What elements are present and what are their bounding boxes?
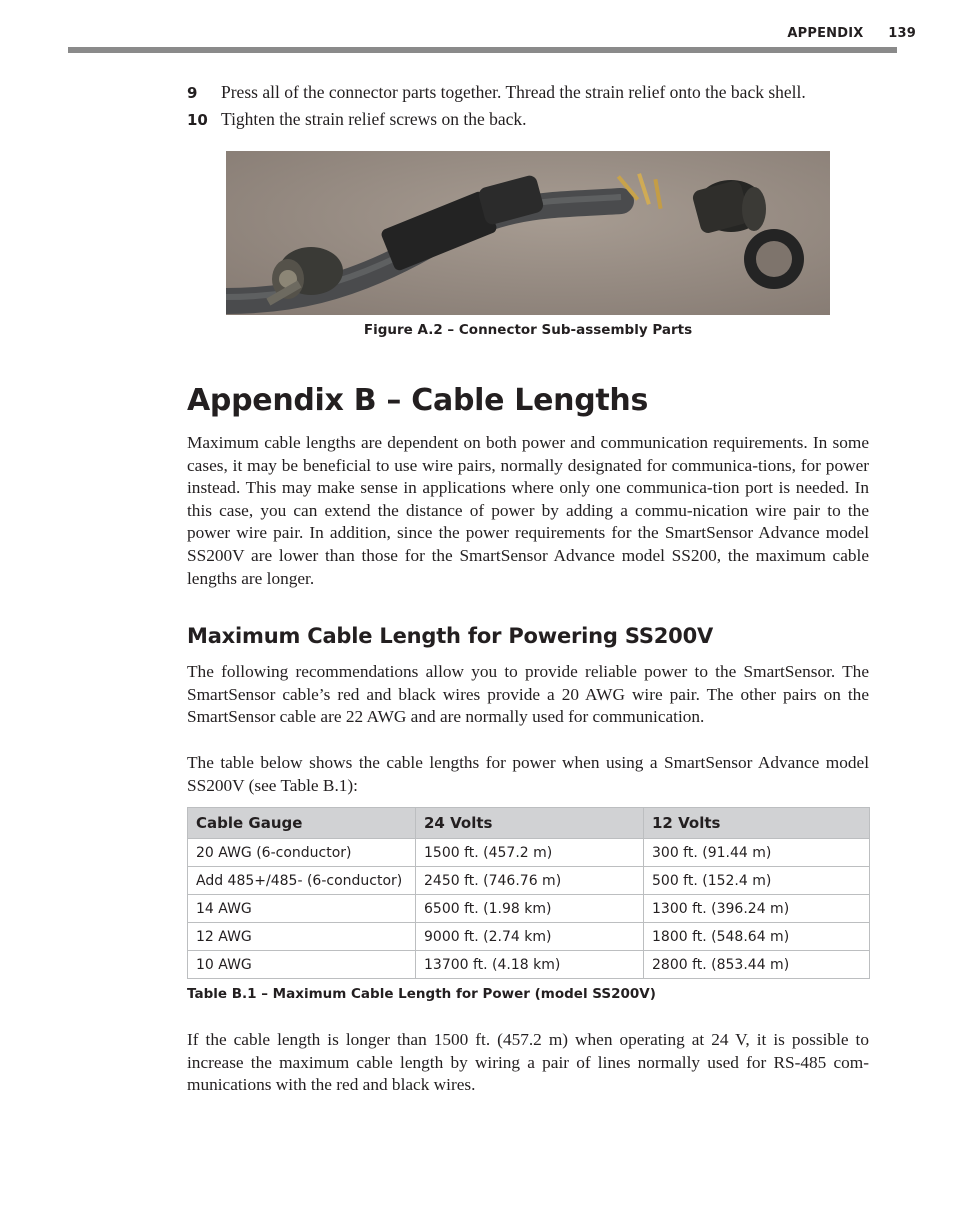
table-cell: 2450 ft. (746.76 m) [416,867,644,895]
table-row [188,951,870,979]
step-number: 9 [187,84,198,102]
table-cell: 9000 ft. (2.74 km) [416,923,644,951]
step-9 [187,81,806,104]
figure-caption: Figure A.2 – Connector Sub-assembly Parts [363,322,693,338]
table-header-row [188,808,870,839]
table-row [188,923,870,951]
connector-parts-photo [226,151,830,315]
appendix-title: Appendix B – Cable Lengths [187,383,649,418]
table-cell: 500 ft. (152.4 m) [644,867,870,895]
table-cell: 2800 ft. (853.44 m) [644,951,870,979]
column-header: 24 Volts [416,808,644,839]
section-paragraph-1: The following recommendations allow you to provide reliable power to the SmartSensor. The SmartSensor cable’s red and black wires provide a 20 AWG wire pair. The other pairs on the SmartSensor cable are 22 AWG and are normally used for communication. [187,662,869,727]
table-cell: 1500 ft. (457.2 m) [416,839,644,867]
table-cell: 1800 ft. (548.64 m) [644,923,870,951]
table-cell: Add 485+/485- (6-conductor) [188,867,416,895]
page-header [787,26,916,41]
table-cell: 6500 ft. (1.98 km) [416,895,644,923]
section-paragraph-3: If the cable length is longer than 1500 ft. (457.2 m) when operating at 24 V, it is possible to increase the maximum cable length by wiring a pair of lines normally used for RS-485 com-munications with the red and black wires. [187,1030,869,1095]
table-cell: 12 AWG [188,923,416,951]
table-row [188,867,870,895]
table-cell: 1300 ft. (396.24 m) [644,895,870,923]
table-cell: 300 ft. (91.44 m) [644,839,870,867]
step-10 [187,108,527,131]
header-section-label: APPENDIX [787,26,864,41]
header-rule [68,47,897,53]
table-cell: 14 AWG [188,895,416,923]
section-paragraph-2: The table below shows the cable lengths for power when using a SmartSensor Advance model SS200V (see Table B.1): [187,753,869,795]
table-cell: 20 AWG (6-conductor) [188,839,416,867]
column-header: Cable Gauge [188,808,416,839]
table-cell: 10 AWG [188,951,416,979]
step-text: Tighten the strain relief screws on the back. [221,109,527,129]
step-number: 10 [187,111,208,129]
table-row [188,895,870,923]
table-cell: 13700 ft. (4.18 km) [416,951,644,979]
page-number: 139 [888,26,916,41]
appendix-intro: Maximum cable lengths are dependent on both power and communication requirements. In some cases, it may be beneficial to use wire pairs, normally designated for communica-tions, for power instead. This may make sense in applications where only one communica-tion port is needed. In this case, you can extend the distance of power by adding a commu-nication wire pair to the power wire pair. In addition, since the power requirements for the SmartSensor Advance model SS200V are lower than those for the SmartSensor Advance model SS200, the maximum cable lengths are longer. [187,433,869,588]
table-row [188,839,870,867]
column-header: 12 Volts [644,808,870,839]
section-title: Maximum Cable Length for Powering SS200V [187,624,714,648]
cable-length-table [187,807,870,979]
table-caption: Table B.1 – Maximum Cable Length for Power (model SS200V) [187,986,656,1002]
step-text: Press all of the connector parts together. Thread the strain relief onto the back shell. [221,82,806,102]
